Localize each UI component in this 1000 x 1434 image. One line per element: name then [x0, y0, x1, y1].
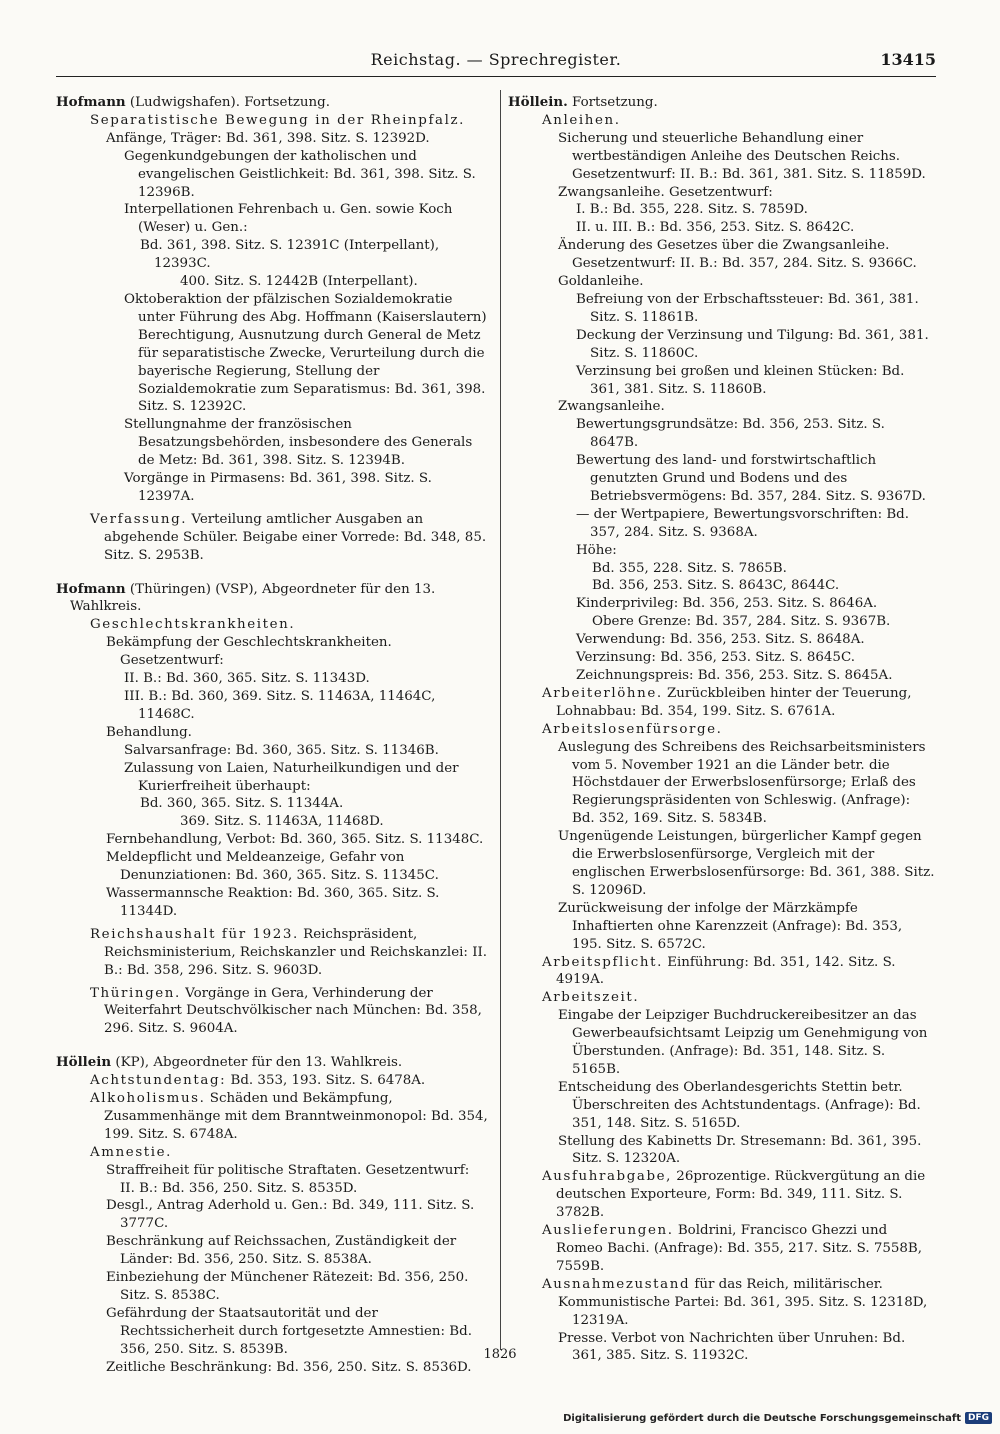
register-entry [508, 542, 936, 560]
entry-text: Stellung des Kabinetts Dr. Stresemann: Bd. 361, 395. Sitz. S. 12320A. [558, 1133, 922, 1167]
entry-text: Vorgänge in Pirmasens: Bd. 361, 398. Sitz. S. 12397A. [124, 471, 432, 504]
column-divider [500, 90, 501, 1350]
dfg-credit [563, 1412, 992, 1424]
entry-text: Bewertung des land- und forstwirtschaftlich genutzten Grund und Bodens und des Betriebsvermögens: Bd. 357, 284. Sitz. S. 9367D. [576, 453, 926, 504]
entry-text: Zurückweisung der infolge der Märzkämpfe Inhaftierten ohne Karenzzeit (Anfrage): Bd. 353, 195. Sitz. S. 6572C. [558, 900, 903, 952]
register-entry [56, 926, 488, 980]
entry-text: II. u. III. B.: Bd. 356, 253. Sitz. S. 8642C. [576, 220, 855, 236]
topic-keyword: Thüringen. [90, 985, 181, 1001]
register-entry [508, 649, 936, 667]
register-entry [56, 511, 488, 565]
entry-text: Anleihen. [542, 112, 621, 128]
entry-text: Verzinsung: Bd. 356, 253. Sitz. S. 8645C. [576, 650, 855, 666]
entry-text: Ungenügende Leistungen, bürgerlicher Kampf gegen die Erwerbslosenfürsorge, Vergleich mit der englischen Erwerbslosenfürsorge: Bd. 361, 388. Sitz. S. 12096D. [558, 829, 935, 898]
register-entry [508, 291, 936, 327]
register-entry [56, 1197, 488, 1233]
entry-text: Gefährdung der Staatsautorität und der Rechtssicherheit durch fortgesetzte Amnestien: Bd. 356, 250. Sitz. S. 8539B. [106, 1305, 472, 1357]
register-entry [508, 900, 936, 954]
register-entry [508, 1168, 936, 1222]
entry-text: Interpellationen Fehrenbach u. Gen. sowie Koch (Weser) u. Gen.: [124, 202, 453, 236]
register-entry [56, 1269, 488, 1305]
entry-text: III. B.: Bd. 360, 369. Sitz. S. 11463A, 11464C, 11468C. [124, 689, 436, 722]
register-entry [508, 989, 936, 1007]
entry-text: (Ludwigshafen). Fortsetzung. [125, 95, 330, 110]
register-name-entry [508, 94, 936, 112]
credit-text: Digitalisierung gefördert durch die Deutsche Forschungsgemeinschaft [563, 1412, 961, 1424]
entry-text: Obere Grenze: Bd. 357, 284. Sitz. S. 9367B. [592, 614, 891, 630]
entry-text: Zulassung von Laien, Naturheilkundigen und der Kurierfreiheit überhaupt: [124, 760, 459, 794]
entry-text: Verwendung: Bd. 356, 253. Sitz. S. 8648A. [576, 632, 865, 648]
register-entry [56, 201, 488, 237]
register-entry [56, 742, 488, 760]
speaker-name: Hofmann [56, 94, 126, 110]
register-entry [508, 739, 936, 829]
entry-text: Beschränkung auf Reichssachen, Zuständigkeit der Länder: Bd. 356, 250. Sitz. S. 8538A. [106, 1234, 457, 1268]
register-entry [508, 273, 936, 291]
entry-text: Zurückbleiben hinter der Teuerung, Lohnabbau: Bd. 354, 199. Sitz. S. 6761A. [556, 685, 912, 719]
entry-text: Bewertungsgrundsätze: Bd. 356, 253. Sitz. S. 8647B. [576, 417, 885, 451]
topic-keyword: Achtstundentag: [90, 1073, 227, 1089]
register-name-entry [56, 581, 488, 617]
dfg-logo: DFG [965, 1412, 992, 1424]
topic-keyword: Reichshaushalt für 1923. [90, 926, 299, 942]
register-name-entry [56, 1054, 488, 1072]
register-entry [508, 685, 936, 721]
register-entry [508, 1294, 936, 1330]
register-entry [56, 760, 488, 796]
register-entry [508, 721, 936, 739]
entry-text: Zwangsanleihe. Gesetzentwurf: [558, 184, 773, 200]
register-entry [56, 291, 488, 416]
register-entry [56, 849, 488, 885]
register-entry [56, 795, 488, 813]
register-entry [508, 416, 936, 452]
entry-text: Wassermannsche Reaktion: Bd. 360, 365. Sitz. S. 11344D. [106, 885, 440, 919]
entry-text: Änderung des Gesetzes über die Zwangsanleihe. Gesetzentwurf: II. B.: Bd. 357, 284. Sitz. S. 9366C. [558, 238, 917, 272]
entry-text: Bd. 355, 228. Sitz. S. 7865B. [592, 560, 787, 576]
entry-text: Gegenkundgebungen der katholischen und evangelischen Geistlichkeit: Bd. 361, 398. Sitz. S. 12396B. [124, 148, 476, 200]
register-entry [56, 885, 488, 921]
register-entry [56, 470, 488, 506]
register-entry [508, 1133, 936, 1169]
entry-text: Bd. 360, 365. Sitz. S. 11344A. [140, 796, 344, 812]
entry-text: Einführung: Bd. 351, 142. Sitz. S. 4919A. [556, 954, 896, 988]
topic-keyword: Ausfuhrabgabe, [542, 1169, 673, 1185]
speaker-name: Höllein [56, 1054, 112, 1071]
entry-text: Höhe: [576, 542, 617, 558]
entry-text: Schäden und Bekämpfung, Zusammenhänge mit dem Branntweinmonopol: Bd. 354, 199. Sitz. S. 6748A. [104, 1091, 488, 1142]
topic-keyword: Ausnahmezustand [542, 1276, 691, 1292]
register-entry [508, 201, 936, 219]
entry-text: Zwangsanleihe. [558, 399, 665, 415]
register-entry [508, 595, 936, 613]
entry-text: Verteilung amtlicher Ausgaben an abgehende Schüler. Beigabe einer Vorrede: Bd. 348, 85. Sitz. S. 2953B. [104, 511, 487, 563]
register-entry [508, 452, 936, 506]
footnote-number: 1826 [483, 1347, 517, 1362]
register-entry [56, 724, 488, 742]
register-entry [508, 219, 936, 237]
entry-text: I. B.: Bd. 355, 228. Sitz. S. 7859D. [576, 202, 808, 218]
register-name-entry [56, 94, 488, 112]
entry-text: Reichspräsident, Reichsministerium, Reichskanzler und Reichskanzlei: II. B.: Bd. 358, 296. Sitz. S. 9603D. [104, 926, 488, 978]
register-entry [508, 184, 936, 202]
entry-text: Desgl., Antrag Aderhold u. Gen.: Bd. 349, 111. Sitz. S. 3777C. [106, 1198, 475, 1232]
topic-keyword: Alkoholismus. [90, 1091, 206, 1107]
entry-text: 400. Sitz. S. 12442B (Interpellant). [180, 274, 418, 290]
register-entry [56, 1072, 488, 1090]
register-entry [56, 813, 488, 831]
register-entry [56, 416, 488, 470]
entry-text: Separatistische Bewegung in der Rheinpfalz. [90, 112, 465, 128]
entry-text: Zeichnungspreis: Bd. 356, 253. Sitz. S. 8645A. [576, 668, 893, 683]
register-entry [56, 130, 488, 148]
entry-text: (KP), Abgeordneter für den 13. Wahlkreis. [111, 1055, 403, 1071]
entry-text: Geschlechtskrankheiten. [90, 617, 296, 633]
register-entry [56, 1090, 488, 1144]
entry-text: (Thüringen) (VSP), Abgeordneter für den 13. Wahlkreis. [70, 581, 436, 615]
register-entry [508, 1222, 936, 1276]
register-entry [508, 327, 936, 363]
entry-text: Sicherung und steuerliche Behandlung einer wertbeständigen Anleihe des Deutschen Reichs. Gesetzentwurf: II. B.: Bd. 361, 381. Sitz. S. 11859D. [558, 130, 926, 182]
entry-text: Einbeziehung der Münchener Rätezeit: Bd. 356, 250. Sitz. S. 8538C. [106, 1270, 469, 1303]
entry-text: Zeitliche Beschränkung: Bd. 356, 250. Sitz. S. 8536D. [106, 1359, 472, 1375]
entry-text: Goldanleihe. [558, 274, 644, 290]
entry-text: Presse. Verbot von Nachrichten über Unruhen: Bd. 361, 385. Sitz. S. 11932C. [558, 1330, 906, 1364]
entry-text: Fernbehandlung, Verbot: Bd. 360, 365. Sitz. S. 11348C. [106, 832, 484, 848]
entry-text: Bd. 356, 253. Sitz. S. 8643C, 8644C. [592, 578, 840, 594]
register-entry [56, 1162, 488, 1198]
register-entry [56, 688, 488, 724]
register-entry [508, 1007, 936, 1079]
register-entry [56, 1144, 488, 1162]
entry-text: Fortsetzung. [567, 95, 658, 110]
topic-keyword: Arbeiterlöhne. [542, 685, 663, 701]
entry-text: Salvarsanfrage: Bd. 360, 365. Sitz. S. 11346B. [124, 742, 439, 758]
register-entry [508, 506, 936, 542]
page-number: 13415 [880, 50, 936, 69]
speaker-name: Höllein. [508, 94, 568, 110]
entry-text: für das Reich, militärischer. [690, 1276, 883, 1292]
entry-text: Entscheidung des Oberlandesgerichts Stettin betr. Überschreiten des Achtstundentags. (Anfrage): Bd. 351, 148. Sitz. S. 5165D. [558, 1079, 921, 1131]
register-entry [508, 1276, 936, 1294]
entry-text: Bd. 353, 193. Sitz. S. 6478A. [226, 1073, 426, 1089]
topic-keyword: Auslieferungen. [542, 1223, 674, 1239]
entry-text: Straffreiheit für politische Straftaten. Gesetzentwurf: II. B.: Bd. 356, 250. Sitz. S. 8535D. [106, 1162, 470, 1196]
entry-text: Kinderprivileg: Bd. 356, 253. Sitz. S. 8646A. [576, 596, 878, 612]
entry-text: Behandlung. [106, 724, 192, 740]
entry-text: Bekämpfung der Geschlechtskrankheiten. Gesetzentwurf: [106, 635, 392, 669]
register-entry [56, 831, 488, 849]
running-title: Reichstag. — Sprechregister. [370, 50, 622, 69]
entry-text: Eingabe der Leipziger Buchdruckereibesitzer an das Gewerbeaufsichtsamt Leipzig um Genehmigung von Überstunden. (Anfrage): Bd. 351, 148. Sitz. S. 5165B. [558, 1008, 928, 1077]
entry-text: Kommunistische Partei: Bd. 361, 395. Sitz. S. 12318D, 12319A. [558, 1294, 928, 1328]
entry-text: Meldepflicht und Meldeanzeige, Gefahr von Denunziationen: Bd. 360, 365. Sitz. S. 11345C. [106, 850, 439, 884]
entry-text: Anfänge, Träger: Bd. 361, 398. Sitz. S. 12392D. [106, 130, 430, 146]
entry-text: Oktoberaktion der pfälzischen Sozialdemokratie unter Führung des Abg. Hoffmann (Kaiserslautern) Berechtigung, Ausnutzung durch General de Metz für separatistische Zwecke, Verurteilung durch die bayerische Regierung, Stellung der Sozialdemokratie zum Separatismus: Bd. 361, 398. Sitz. S. 12392C. [124, 291, 487, 415]
entry-text: Arbeitszeit. [542, 990, 640, 1006]
entry-text: Auslegung des Schreibens des Reichsarbeitsministers vom 5. November 1921 an die Länder betr. die Höchstdauer der Erwerbslosenfürsorge; Erlaß des Regierungspräsidenten von Schleswig. (Anfrage): Bd. 352, 169. Sitz. S. 5834B. [558, 739, 926, 827]
entry-text: Bd. 361, 398. Sitz. S. 12391C (Interpellant), 12393C. [140, 238, 440, 272]
header-rule [56, 76, 936, 77]
register-entry [508, 667, 936, 685]
left-column [56, 94, 488, 1377]
register-entry [508, 363, 936, 399]
entry-text: Arbeitslosenfürsorge. [542, 721, 723, 737]
register-entry [508, 828, 936, 900]
entry-text: Deckung der Verzinsung und Tilgung: Bd. 361, 381. Sitz. S. 11860C. [576, 327, 929, 361]
entry-text: Vorgänge in Gera, Verhinderung der Weiterfahrt Deutschvölkischer nach München: Bd. 358, 296. Sitz. S. 9604A. [104, 985, 482, 1037]
register-entry [56, 616, 488, 634]
register-entry [508, 613, 936, 631]
entry-text: 26prozentige. Rückvergütung an die deutschen Exporteure, Form: Bd. 349, 111. Sitz. S. 3782B. [556, 1169, 926, 1221]
register-entry [56, 273, 488, 291]
register-entry [56, 1233, 488, 1269]
register-entry [508, 631, 936, 649]
register-entry [508, 560, 936, 578]
entry-text: II. B.: Bd. 360, 365. Sitz. S. 11343D. [124, 671, 370, 687]
topic-keyword: Verfassung. [90, 511, 188, 527]
page-header [56, 50, 936, 76]
register-entry [56, 985, 488, 1039]
register-entry [56, 148, 488, 202]
register-entry [508, 112, 936, 130]
register-entry [56, 237, 488, 273]
right-column [508, 94, 936, 1365]
register-entry [56, 670, 488, 688]
entry-text: Boldrini, Francisco Ghezzi und Romeo Bachi. (Anfrage): Bd. 355, 217. Sitz. S. 7558B, 7559B. [556, 1223, 923, 1274]
entry-text: Amnestie. [90, 1144, 173, 1160]
entry-text: Befreiung von der Erbschaftssteuer: Bd. 361, 381. Sitz. S. 11861B. [576, 291, 919, 325]
register-entry [508, 398, 936, 416]
register-entry [508, 130, 936, 184]
register-entry [508, 577, 936, 595]
entry-text: Stellungnahme der französischen Besatzungsbehörden, insbesondere des Generals de Metz: Bd. 361, 398. Sitz. S. 12394B. [124, 417, 473, 469]
topic-keyword: Arbeitspflicht. [542, 954, 663, 970]
entry-text: Verzinsung bei großen und kleinen Stücken: Bd. 361, 381. Sitz. S. 11860B. [576, 363, 905, 397]
entry-text: — der Wertpapiere, Bewertungsvorschriften: Bd. 357, 284. Sitz. S. 9368A. [576, 506, 910, 540]
register-entry [508, 954, 936, 990]
register-entry [508, 1079, 936, 1133]
register-entry [508, 237, 936, 273]
speaker-name: Hofmann [56, 580, 126, 597]
register-entry [56, 634, 488, 670]
register-entry [56, 112, 488, 130]
entry-text: 369. Sitz. S. 11463A, 11468D. [180, 814, 384, 830]
